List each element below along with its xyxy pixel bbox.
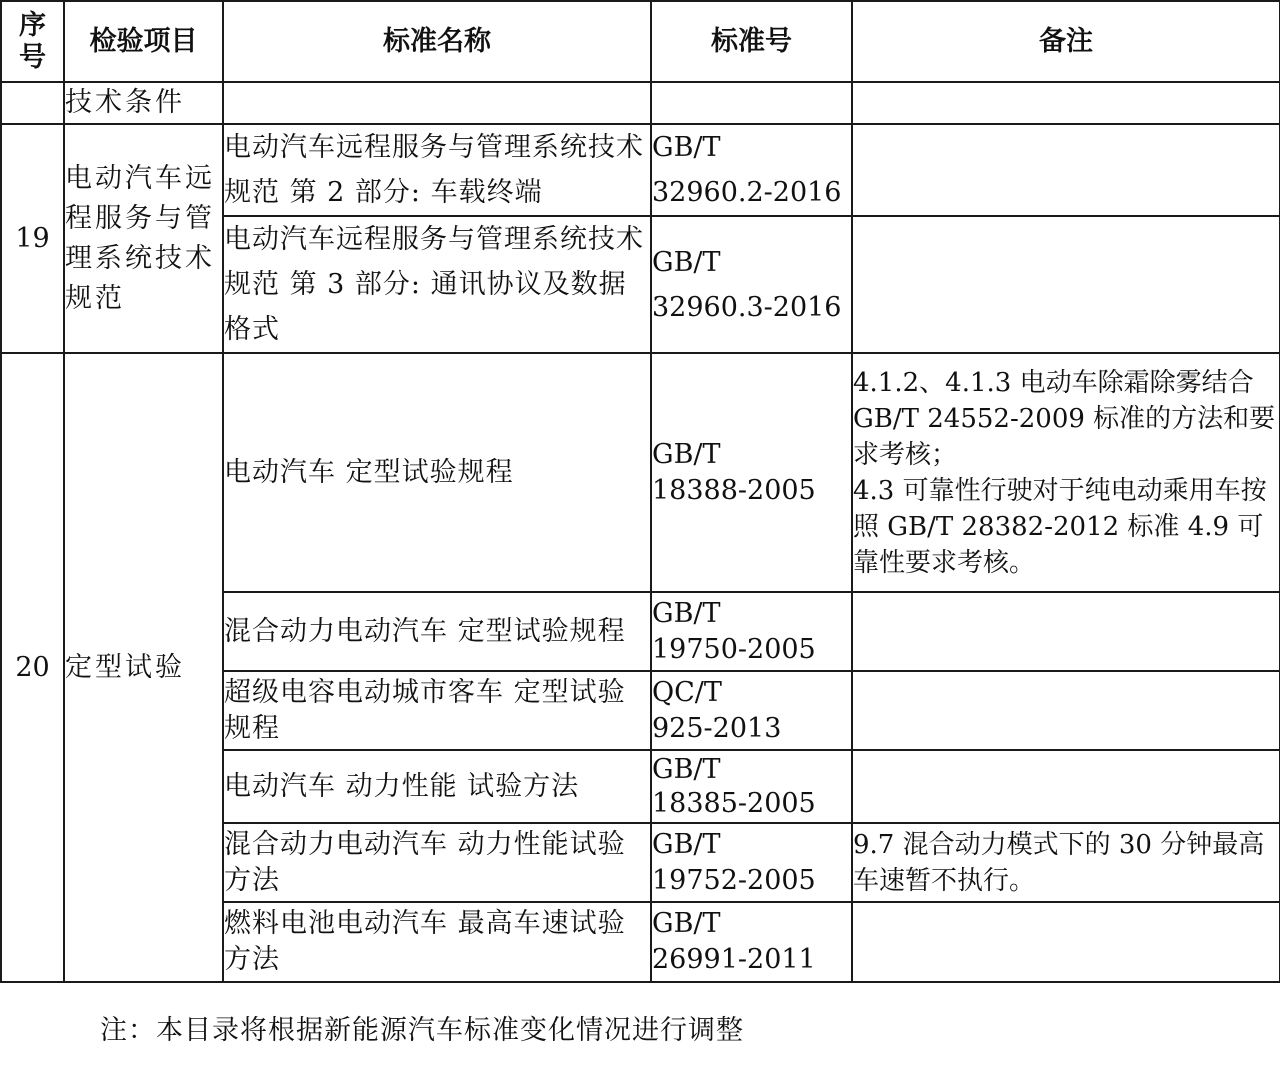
row-number: 20 [1, 353, 64, 982]
table-row [1, 82, 1280, 124]
standard-name: 电动汽车远程服务与管理系统技术规范 第 2 部分: 车载终端 [223, 124, 651, 216]
note-cell: 9.7 混合动力模式下的 30 分钟最高车速暂不执行。 [852, 823, 1280, 902]
standard-code: QC/T 925-2013 [651, 671, 852, 750]
standard-name: 电动汽车远程服务与管理系统技术规范 第 3 部分: 通讯协议及数据格式 [223, 216, 651, 353]
standard-name: 超级电容电动城市客车 定型试验规程 [223, 671, 651, 750]
table-row [1, 124, 1280, 216]
header-note: 备注 [852, 1, 1280, 82]
standard-name: 电动汽车 动力性能 试验方法 [223, 750, 651, 823]
footnote: 注：本目录将根据新能源汽车标准变化情况进行调整 [100, 1015, 744, 1046]
note-cell: 4.1.2、4.1.3 电动车除霜除雾结合 GB/T 24552-2009 标准的方法和要求考核； 4.3 可靠性行驶对于纯电动乘用车按照 GB/T 28382-2012 标准 4.9 可靠性要求考核。 [852, 353, 1280, 592]
header-code: 标准号 [651, 1, 852, 82]
header-no: 序号 [1, 1, 64, 82]
note-cell [852, 671, 1280, 750]
header-row [1, 1, 1280, 82]
note-cell [852, 750, 1280, 823]
standard-name: 混合动力电动汽车 动力性能试验方法 [223, 823, 651, 902]
row-number: 19 [1, 124, 64, 353]
item-cell: 定型试验 [64, 353, 223, 982]
note-cell [852, 216, 1280, 353]
item-cell: 电动汽车远程服务与管理系统技术规范 [64, 124, 223, 353]
standard-code: GB/T 32960.3-2016 [651, 216, 852, 353]
table-row [1, 353, 1280, 592]
standard-code: GB/T 19750-2005 [651, 592, 852, 671]
standard-name: 电动汽车 定型试验规程 [223, 353, 651, 592]
header-name: 标准名称 [223, 1, 651, 82]
standard-name: 燃料电池电动汽车 最高车速试验方法 [223, 902, 651, 982]
standard-code: GB/T 19752-2005 [651, 823, 852, 902]
header-item: 检验项目 [64, 1, 223, 82]
note-cell [852, 124, 1280, 216]
standard-code: GB/T 32960.2-2016 [651, 124, 852, 216]
note-cell [852, 902, 1280, 982]
standard-code: GB/T 26991-2011 [651, 902, 852, 982]
item-cell: 技术条件 [64, 82, 223, 124]
standard-name: 混合动力电动汽车 定型试验规程 [223, 592, 651, 671]
standard-code: GB/T 18388-2005 [651, 353, 852, 592]
standard-code: GB/T 18385-2005 [651, 750, 852, 823]
note-cell [852, 592, 1280, 671]
